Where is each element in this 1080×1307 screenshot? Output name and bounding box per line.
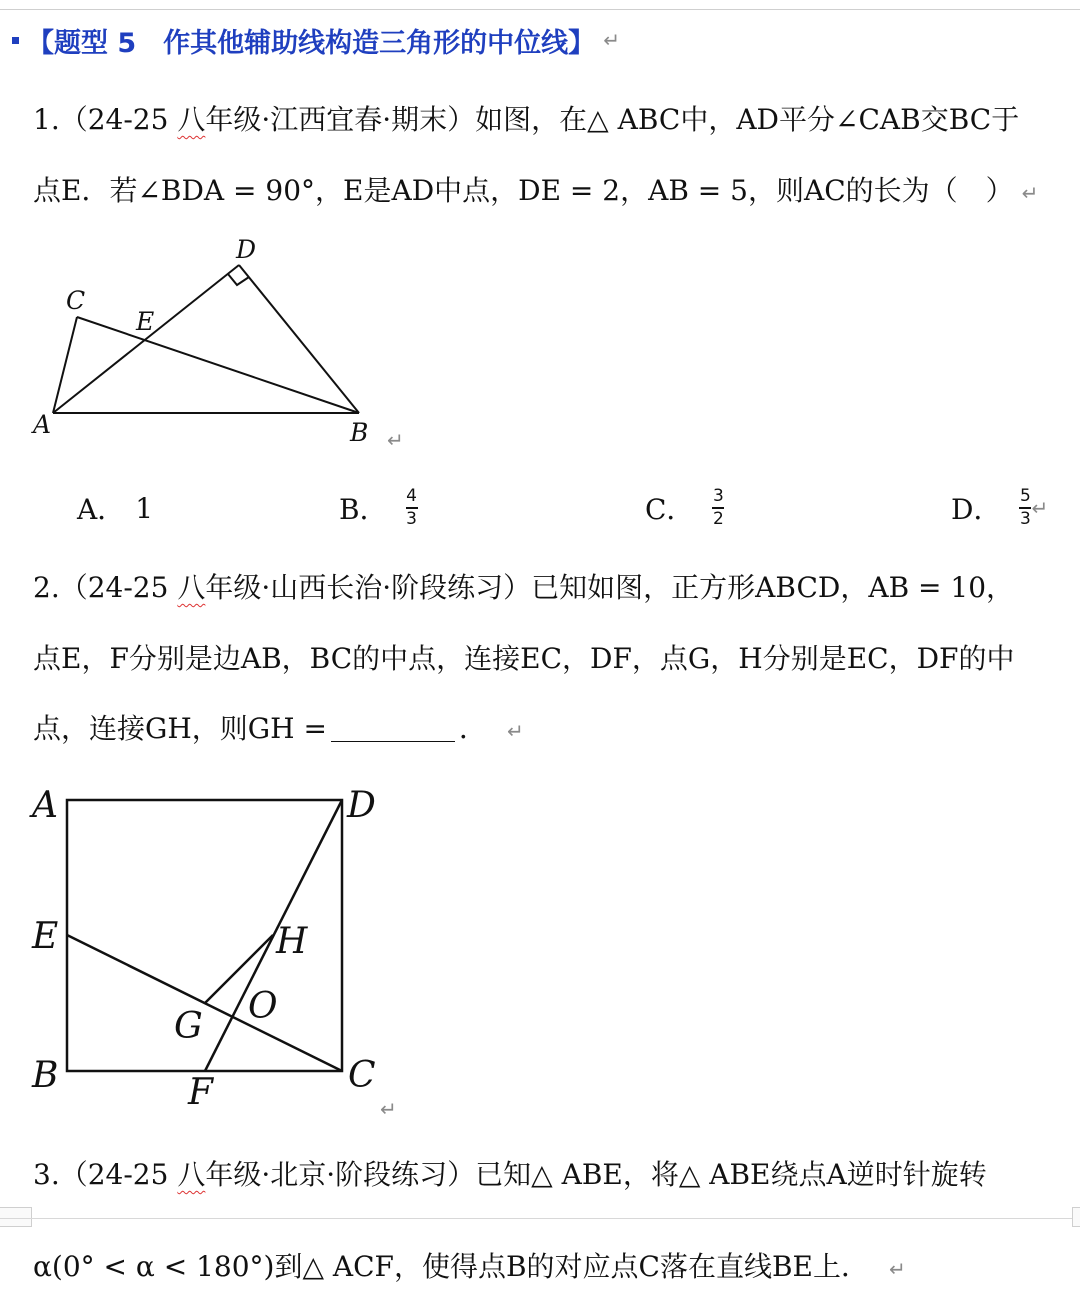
return-mark-icon: ↵	[387, 428, 404, 452]
fraction: $\frac{4}{3}$	[406, 486, 417, 529]
page-top-border	[0, 9, 1080, 10]
page-break-marker-left	[0, 1207, 32, 1227]
q2-wavy-mark: 八	[177, 571, 206, 604]
return-mark-icon: ↵	[1021, 181, 1039, 205]
return-mark-icon: ↵	[603, 28, 620, 52]
segment-df	[205, 800, 342, 1071]
q1-triangle-figure	[25, 232, 425, 454]
option-a: A． 1	[77, 491, 154, 526]
heading-text: 【题型 5 作其他辅助线构造三角形的中位线】	[27, 27, 596, 59]
label-a: A	[33, 410, 52, 439]
label-o: O	[248, 986, 278, 1027]
q3-line-2: α(0° < α < 180°)到△ ACF，使得点B的对应点C落在直线BE上． ↵	[33, 1250, 906, 1283]
return-mark-icon: ↵	[888, 1257, 906, 1281]
option-d: D． $\frac{5}{3}$ ↵	[951, 486, 1049, 529]
q1-wavy-mark: 八	[177, 103, 206, 136]
label-h: H	[276, 921, 308, 962]
label-d: D	[236, 235, 257, 264]
label-c: C	[348, 1055, 376, 1096]
label-g: G	[174, 1006, 203, 1047]
return-mark-icon: ↵	[506, 719, 524, 743]
answer-blank	[331, 713, 455, 742]
page-break-marker-right	[1072, 1207, 1080, 1227]
label-b: B	[350, 418, 369, 447]
return-mark-icon: ↵	[1031, 496, 1049, 520]
section-heading	[12, 18, 620, 62]
option-c: C． $\frac{3}{2}$	[645, 486, 724, 529]
segment-cb	[77, 317, 359, 413]
q2-square-figure	[25, 780, 420, 1120]
label-c: C	[66, 286, 86, 315]
label-e: E	[32, 916, 59, 957]
label-f: F	[188, 1072, 213, 1113]
fraction: $\frac{3}{2}$	[713, 486, 724, 529]
segment-db	[239, 265, 359, 413]
label-a: A	[32, 785, 58, 826]
q2-line-1: 2.（24-25 八年级·山西长治·阶段练习）已知如图，正方形ABCD，AB = 10，	[33, 571, 1015, 604]
label-e: E	[136, 307, 155, 336]
label-b: B	[32, 1055, 59, 1096]
segment-ac	[53, 317, 77, 413]
q3-wavy-mark: 八	[177, 1158, 206, 1191]
page-break-line	[0, 1218, 1080, 1219]
q3-line-1: 3.（24-25 八年级·北京·阶段练习）已知△ ABE，将△ ABE绕点A逆时针旋转	[33, 1158, 987, 1191]
fraction: $\frac{5}{3}$	[1020, 486, 1031, 529]
bullet-marker	[12, 37, 19, 44]
right-angle-mark	[228, 274, 249, 285]
label-d: D	[347, 785, 376, 826]
return-mark-icon: ↵	[380, 1097, 397, 1121]
q1-line-1: 1.（24-25 八年级·江西宜春·期末）如图，在△ ABC中，AD平分∠CAB交BC于	[33, 103, 1020, 136]
q2-line-3: 点，连接GH，则GH = ． ↵	[33, 712, 524, 745]
q2-line-2: 点E，F分别是边AB，BC的中点，连接EC，DF，点G，H分别是EC，DF的中	[33, 642, 1015, 675]
option-b: B． $\frac{4}{3}$	[339, 486, 417, 529]
q1-line-2: 点E．若∠BDA = 90°，E是AD中点，DE = 2，AB = 5，则AC的长为（ ） ↵	[33, 174, 1039, 207]
